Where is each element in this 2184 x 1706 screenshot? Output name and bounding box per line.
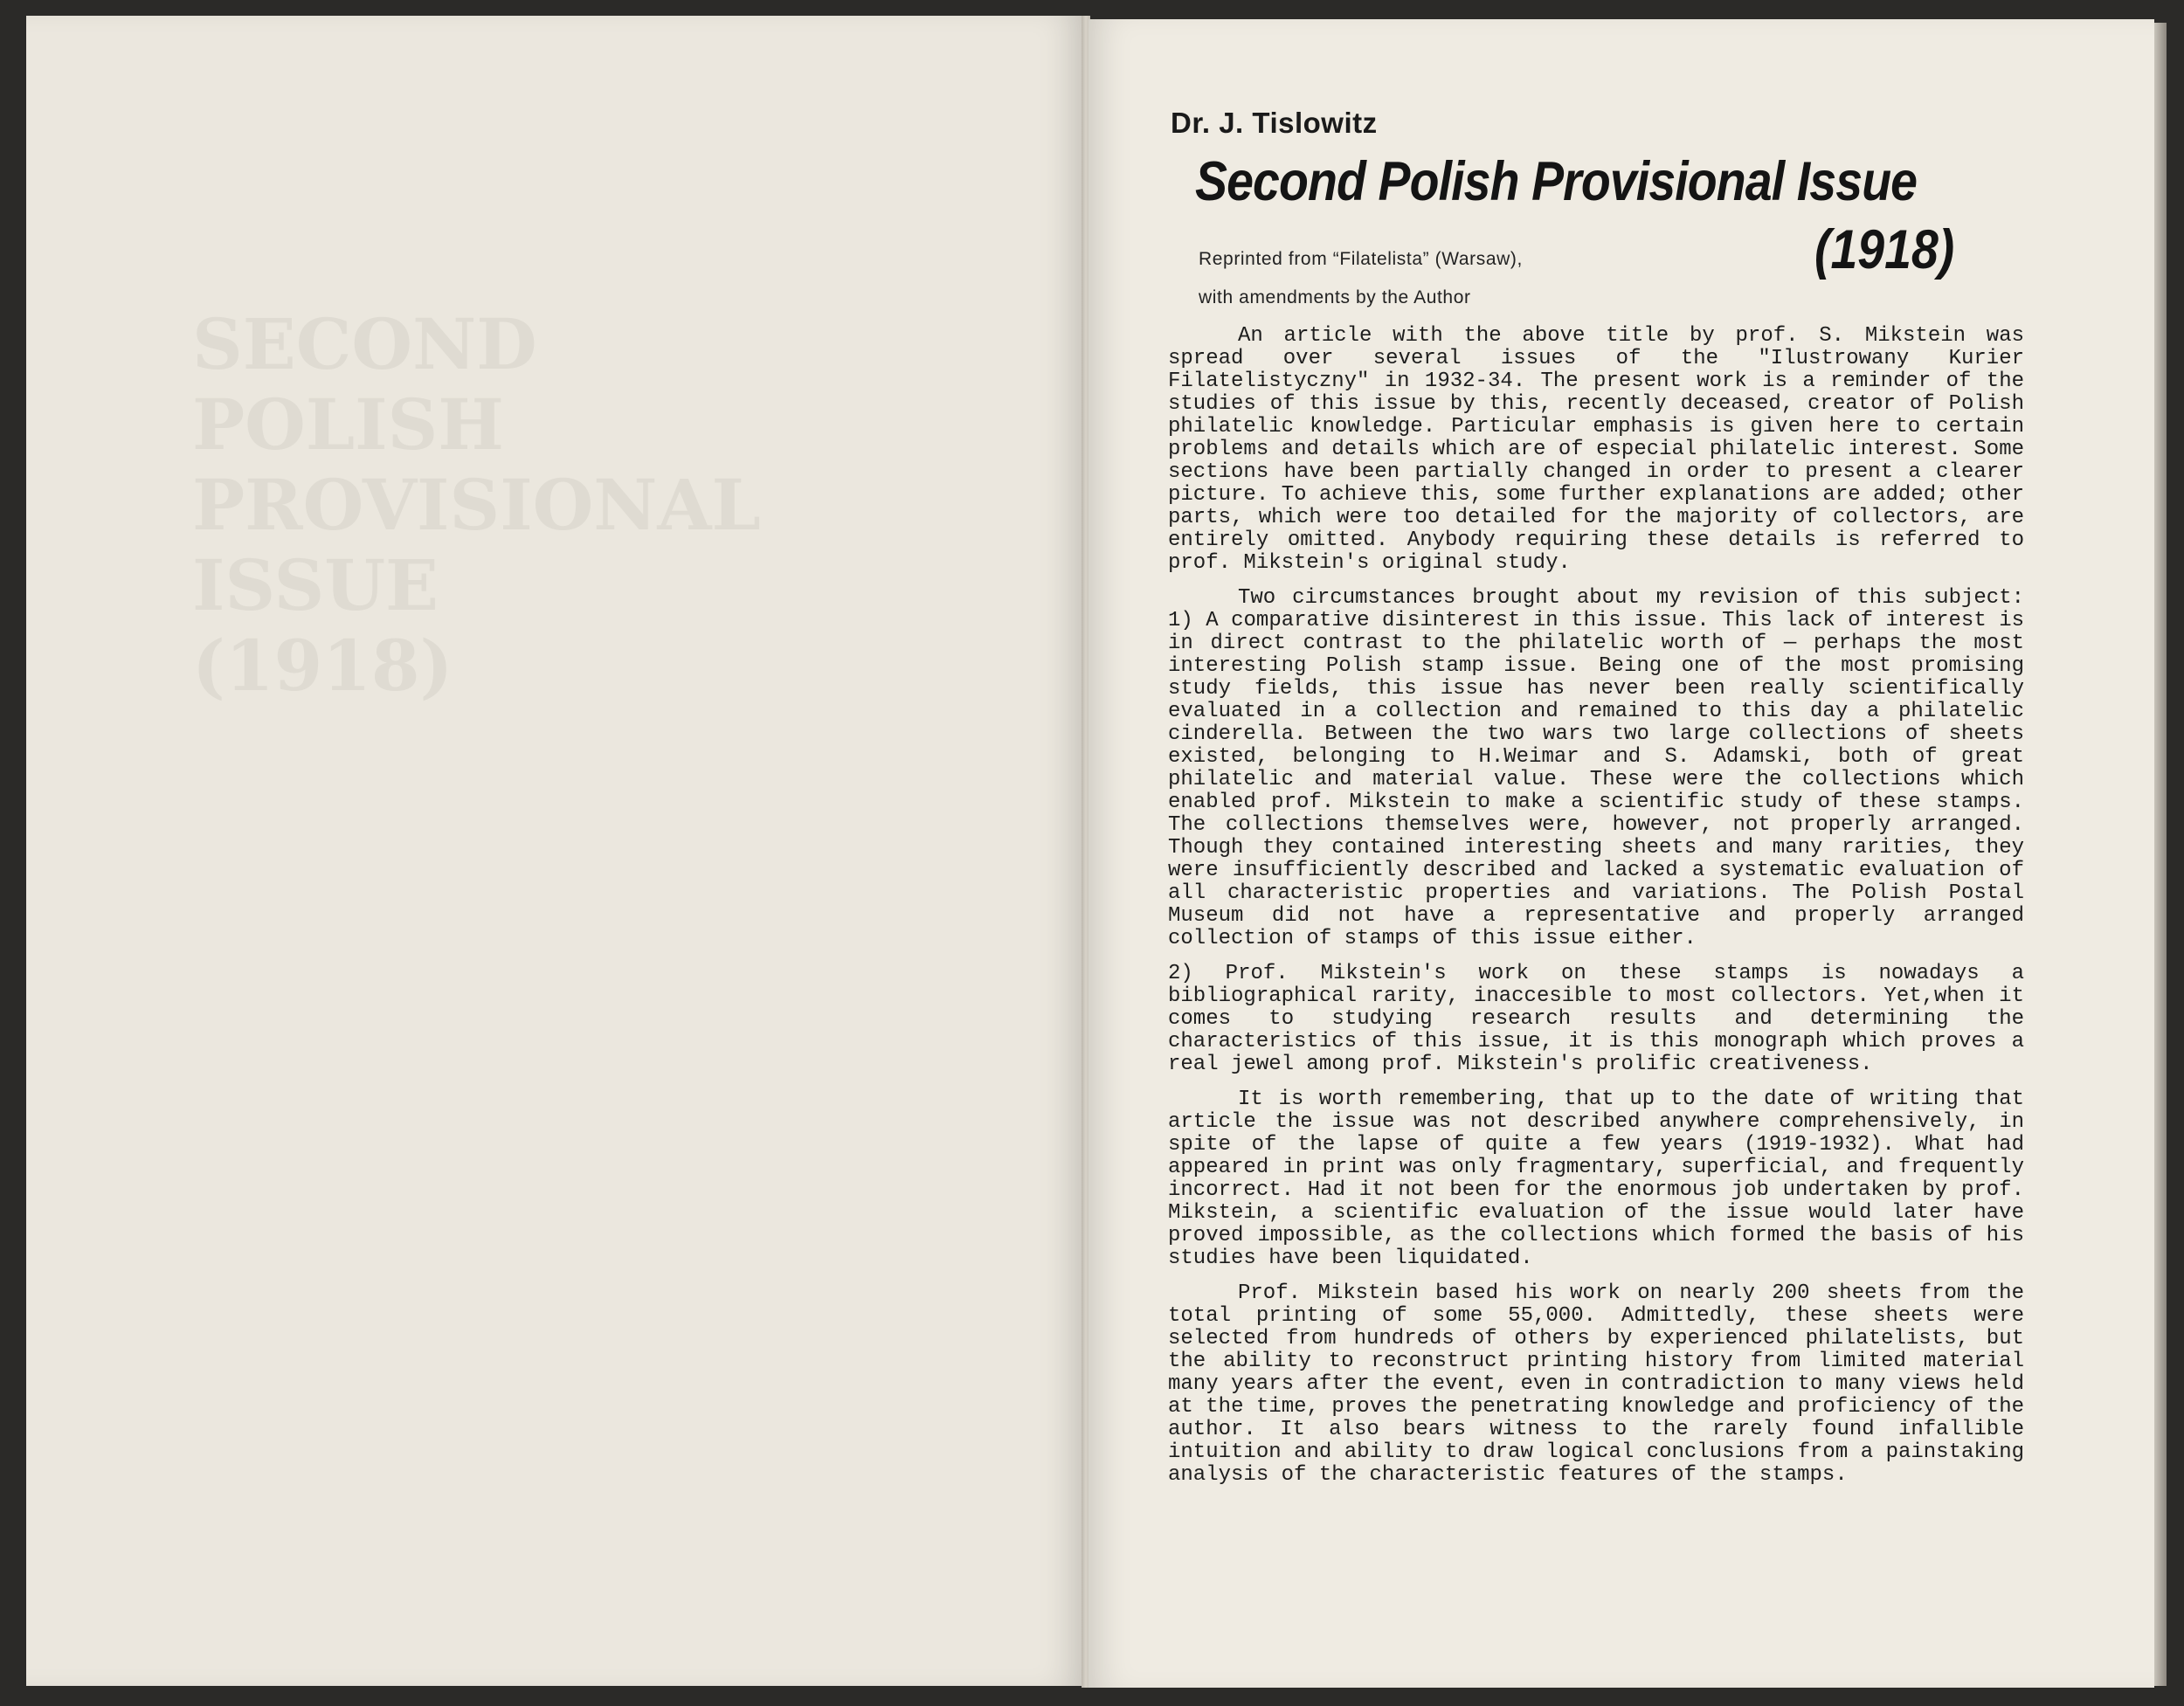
paragraph-5: Prof. Mikstein based his work on nearly 200 sheets from the total printing of some 55,000. Admittedly, these sheets were selected from hundreds of others by experienced philatelists, but the ability to reconstruct printing history from limited material many years after the event, even in contradiction to many views held at the time, proves the penetrating knowledge and proficiency of the author. It also bears witness to the rarely found infallible intuition and ability to draw logical conclusions from a painstaking analysis of the characteristic features of the stamps. <box>1168 1281 2024 1487</box>
show-through-text: SECOND POLISH PROVISIONAL ISSUE (1918) <box>192 303 761 707</box>
reprint-note <box>1199 240 1523 317</box>
paragraph-2: Two circumstances brought about my revision of this subject: 1) A comparative disinterest in this issue. This lack of interest is in direct contrast to the philatelic worth of — perhaps the most interesting Polish stamp issue. Being one of the most promising study fields, this issue has never been really scientifically evaluated in a collection and remained to this day a philatelic cinderella. Between the two wars two large collections of sheets existed, belonging to H.Weimar and S. Adamski, both of great philatelic and material value. These were the collections which enabled prof. Mikstein to make a scientific study of these stamps. The collections themselves were, however, not properly arranged. Though they contained interesting sheets and many rarities, they were insufficiently described and lacked a systematic evaluation of all characteristic properties and variations. The Polish Postal Museum did not have a representative and properly arranged collection of stamps of this issue either. <box>1168 586 2024 950</box>
page-edge <box>2154 23 2167 1686</box>
reprint-line-2: with amendments by the Author <box>1199 287 1471 307</box>
paragraph-1: An article with the above title by prof. S. Mikstein was spread over several issues of the "Ilustrowany Kurier Filatelistyczny" in 1932-34. The present work is a reminder of the studies of this issue by this, recently deceased, creator of Polish philatelic knowledge. Particular emphasis is given here to certain problems and details which are of especial philatelic interest. Some sections have been partially changed in order to present a clearer picture. To achieve this, some further explanations are added; other parts, which were too detailed for the majority of collectors, are entirely omitted. Anybody requiring these details is referred to prof. Mikstein's original study. <box>1168 324 2024 575</box>
article-body <box>1168 325 2024 1499</box>
paragraph-4: It is worth remembering, that up to the date of writing that article the issue was not described anywhere comprehensively, in spite of the lapse of quite a few years (1919-1932). What had appeared in print was only fragmentary, superficial, and frequently incorrect. Had it not been for the enormous job undertaken by prof. Mikstein, a scientific evaluation of the issue would later have proved impossible, as the collections which formed the basis of his studies have been liquidated. <box>1168 1088 2024 1270</box>
author-name: Dr. J. Tislowitz <box>1171 107 1378 139</box>
left-page <box>26 16 1083 1686</box>
article-title: Second Polish Provisional Issue <box>1195 151 1918 212</box>
reprint-line-1: Reprinted from “Filatelista” (Warsaw), <box>1199 249 1523 269</box>
paragraph-3: 2) Prof. Mikstein's work on these stamps is nowadays a bibliographical rarity, inaccesible to most collectors. Yet,when it comes to studying research results and determining the characteristics of this issue, it is this monograph which proves a real jewel among prof. Mikstein's prolific creativeness. <box>1168 962 2024 1076</box>
article-year: (1918) <box>1814 219 1955 280</box>
